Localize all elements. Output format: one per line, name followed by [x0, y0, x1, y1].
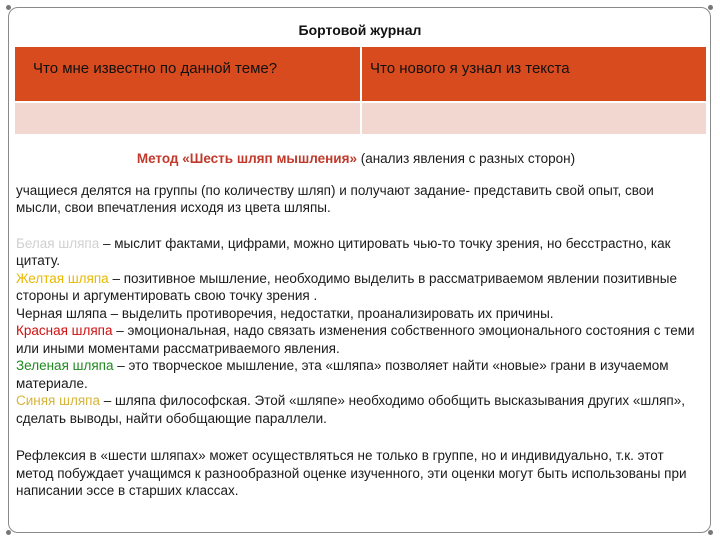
frame-corner-dot — [708, 530, 713, 535]
hat-item-black — [16, 305, 696, 323]
content-text — [16, 150, 696, 500]
header-known: Что мне известно по данной теме? — [15, 47, 361, 102]
frame-corner-dot — [6, 530, 11, 535]
hat-name-black: Черная шляпа — [16, 305, 107, 321]
cell-learned[interactable] — [361, 102, 706, 134]
hat-text-white: – мыслит фактами, цифрами, можно цитировать чью-то точку зрения, но бесстрастно, как цитату. — [16, 235, 671, 268]
hat-name-green: Зеленая шляпа — [16, 358, 114, 373]
reflection-paragraph: Рефлексия в «шести шляпах» может осуществляться не только в группе, но и индивидуально, т.к. этот метод побуждает учащимся к разнообразной оценке изученного, эти оценки могут быть использованы при написании эссе в старших классах. — [16, 448, 687, 498]
header-learned: Что нового я узнал из текста — [361, 47, 706, 102]
hat-text-black: – выделить противоречия, недостатки, проанализировать их причины. — [106, 305, 554, 321]
hat-name-red: Красная шляпа — [16, 323, 113, 338]
hat-text-red: – эмоциональная, надо связать изменения собственного эмоционального состояния с теми или иными моментами рассматриваемого явления. — [16, 323, 695, 356]
hats-list — [16, 235, 696, 428]
logbook-table — [15, 47, 706, 134]
hat-name-blue: Синяя шляпа — [16, 393, 100, 408]
hat-item-yellow — [16, 270, 696, 305]
hat-item-green — [16, 357, 696, 392]
hat-item-red — [16, 322, 696, 357]
hat-item-blue — [16, 392, 696, 427]
page-title: Бортовой журнал — [298, 22, 422, 38]
hat-text-yellow: – позитивное мышление, необходимо выделить в рассматриваемом явлении позитивные стороны и аргументировать свою точку зрения . — [16, 270, 677, 303]
hat-text-green: – это творческое мышление, эта «шляпа» позволяет найти «новые» грани в изучаемом материале. — [16, 358, 669, 391]
frame-corner-dot — [6, 5, 11, 10]
frame-corner-dot — [708, 5, 713, 10]
cell-known[interactable] — [15, 102, 361, 134]
table-row — [15, 102, 706, 134]
hat-name-yellow: Желтая шляпа — [16, 270, 109, 286]
hat-name-white: Белая шляпа — [16, 235, 100, 251]
intro-paragraph: учащиеся делятся на группы (по количеству шляп) и получают задание- представить свой опыт, свои мысли, свои впечатления исходя из цвета шляпы. — [16, 182, 654, 215]
method-heading — [16, 150, 696, 168]
method-name: Метод «Шесть шляп мышления» — [136, 151, 357, 166]
hat-item-white — [16, 235, 696, 270]
table-header-row — [15, 47, 706, 102]
hat-text-blue: – шляпа философская. Этой «шляпе» необходимо обобщить высказывания других «шляп», сделать выводы, найти обобщающие параллели. — [16, 393, 685, 426]
method-desc: (анализ явления с разных сторон) — [356, 151, 576, 166]
